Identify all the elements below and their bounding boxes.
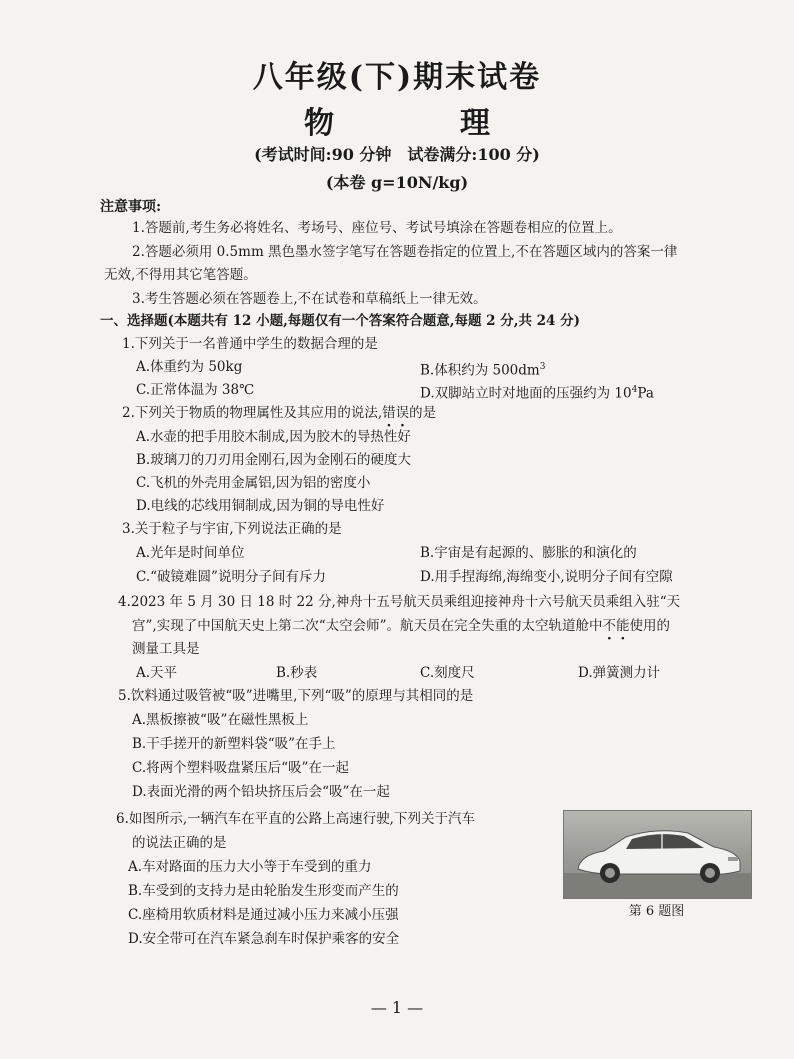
question-4-option-b: B.秒表 bbox=[276, 665, 318, 681]
subject-title: 物 理 bbox=[304, 106, 538, 141]
emphasis-char: 能 bbox=[616, 618, 630, 634]
question-2-option-c: C.飞机的外壳用金属铝,因为铝的密度小 bbox=[136, 475, 371, 491]
question-1-option-d bbox=[420, 380, 654, 404]
question-4-option-c: C.刻度尺 bbox=[420, 665, 475, 681]
page-number: — 1 — bbox=[370, 998, 424, 1017]
question-2-option-d: D.电线的芯线用铜制成,因为铜的导电性好 bbox=[136, 498, 385, 514]
stem-text: 的是 bbox=[409, 405, 437, 421]
question-4-stem-line3: 测量工具是 bbox=[132, 641, 200, 657]
question-1-option-c: C.正常体温为 38℃ bbox=[136, 382, 255, 398]
question-3-option-d: D.用手捏海绵,海绵变小,说明分子间有空隙 bbox=[420, 569, 673, 585]
exam-info: (考试时间:90 分钟 试卷满分:100 分) bbox=[254, 145, 540, 164]
notice-item-2: 2.答题必须用 0.5mm 黑色墨水签字笔写在答题卷指定的位置上,不在答题区域内的答案一律 bbox=[132, 244, 678, 260]
question-4-option-a: A.天平 bbox=[136, 665, 178, 681]
question-3-option-b: B.宇宙是有起源的、膨胀的和演化的 bbox=[420, 545, 637, 561]
superscript: 4 bbox=[631, 385, 638, 395]
question-6-stem-line2: 的说法正确的是 bbox=[132, 835, 227, 851]
question-1-option-a: A.体重约为 50kg bbox=[136, 359, 243, 375]
question-6-option-a: A.车对路面的压力大小等于车受到的重力 bbox=[128, 859, 372, 875]
question-4-stem-line2 bbox=[132, 616, 670, 636]
question-4-option-d: D.弹簧测力计 bbox=[578, 665, 661, 681]
question-6-stem-line1: 6.如图所示,一辆汽车在平直的公路上高速行驶,下列关于汽车 bbox=[116, 811, 475, 827]
question-5-stem: 5.饮料通过吸管被“吸”进嘴里,下列“吸”的原理与其相同的是 bbox=[118, 688, 474, 704]
question-2-stem bbox=[122, 403, 436, 423]
question-6-option-d: D.安全带可在汽车紧急刹车时保护乘客的安全 bbox=[128, 931, 400, 947]
section-heading: 一、选择题(本题共有 12 小题,每题仅有一个答案符合题意,每题 2 分,共 24 分) bbox=[100, 313, 581, 329]
car-illustration-icon bbox=[564, 811, 751, 898]
question-4-stem-line1: 4.2023 年 5 月 30 日 18 时 22 分,神舟十五号航天员乘组迎接神舟十六号航天员乘组入驻“天 bbox=[118, 594, 681, 610]
question-5-option-c: C.将两个塑料吸盘紧压后“吸”在一起 bbox=[132, 760, 349, 776]
notice-item-2-continued: 无效,不得用其它笔答题。 bbox=[104, 267, 257, 283]
question-6-option-b: B.车受到的支持力是由轮胎发生形变而产生的 bbox=[128, 883, 399, 899]
notice-item-3: 3.考生答题必须在答题卷上,不在试卷和草稿纸上一律无效。 bbox=[132, 291, 487, 307]
superscript: 3 bbox=[539, 362, 546, 372]
option-text: D.双脚站立时对地面的压强约为 10 bbox=[420, 385, 632, 402]
question-5-option-d: D.表面光滑的两个铅块挤压后会“吸”在一起 bbox=[132, 784, 390, 800]
stem-text: 宫”,实现了中国航天史上第二次“太空会师”。航天员在完全失重的太空轨道舱中 bbox=[132, 618, 603, 634]
question-3-option-a: A.光年是时间单位 bbox=[136, 545, 245, 561]
notice-heading: 注意事项: bbox=[100, 199, 162, 215]
question-3-option-c: C.“破镜难圆”说明分子间有斥力 bbox=[136, 569, 326, 585]
question-3-stem: 3.关于粒子与宇宙,下列说法正确的是 bbox=[122, 521, 342, 537]
question-5-option-b: B.干手搓开的新塑料袋“吸”在手上 bbox=[132, 736, 336, 752]
figure-caption: 第 6 题图 bbox=[628, 904, 685, 919]
stem-text: 使用的 bbox=[629, 618, 670, 634]
stem-text: 2.下列关于物质的物理属性及其应用的说法, bbox=[122, 405, 383, 421]
g-value-note: (本卷 g=10N/kg) bbox=[325, 173, 469, 192]
question-6-option-c: C.座椅用软质材料是通过减小压力来减小压强 bbox=[128, 907, 399, 923]
exam-title: 八年级(下)期末试卷 bbox=[252, 60, 542, 95]
emphasis-char: 错 bbox=[382, 405, 396, 421]
emphasis-char: 误 bbox=[395, 405, 410, 421]
question-1-stem: 1.下列关于一名普通中学生的数据合理的是 bbox=[122, 336, 378, 352]
question-5-option-a: A.黑板擦被“吸”在磁性黑板上 bbox=[132, 712, 309, 728]
notice-item-1: 1.答题前,考生务必将姓名、考场号、座位号、考试号填涂在答题卷相应的位置上。 bbox=[132, 220, 622, 236]
question-2-option-a: A.水壶的把手用胶木制成,因为胶木的导热性好 bbox=[136, 429, 411, 445]
bleed-through-decoration bbox=[112, 36, 124, 53]
emphasis-char: 不 bbox=[602, 618, 616, 634]
option-text: B.体积约为 500dm bbox=[420, 362, 540, 379]
question-2-option-b: B.玻璃刀的刀刃用金刚石,因为金刚石的硬度大 bbox=[136, 452, 412, 468]
car-photo bbox=[563, 810, 752, 899]
question-1-option-b bbox=[420, 357, 545, 381]
option-unit: Pa bbox=[637, 385, 654, 402]
